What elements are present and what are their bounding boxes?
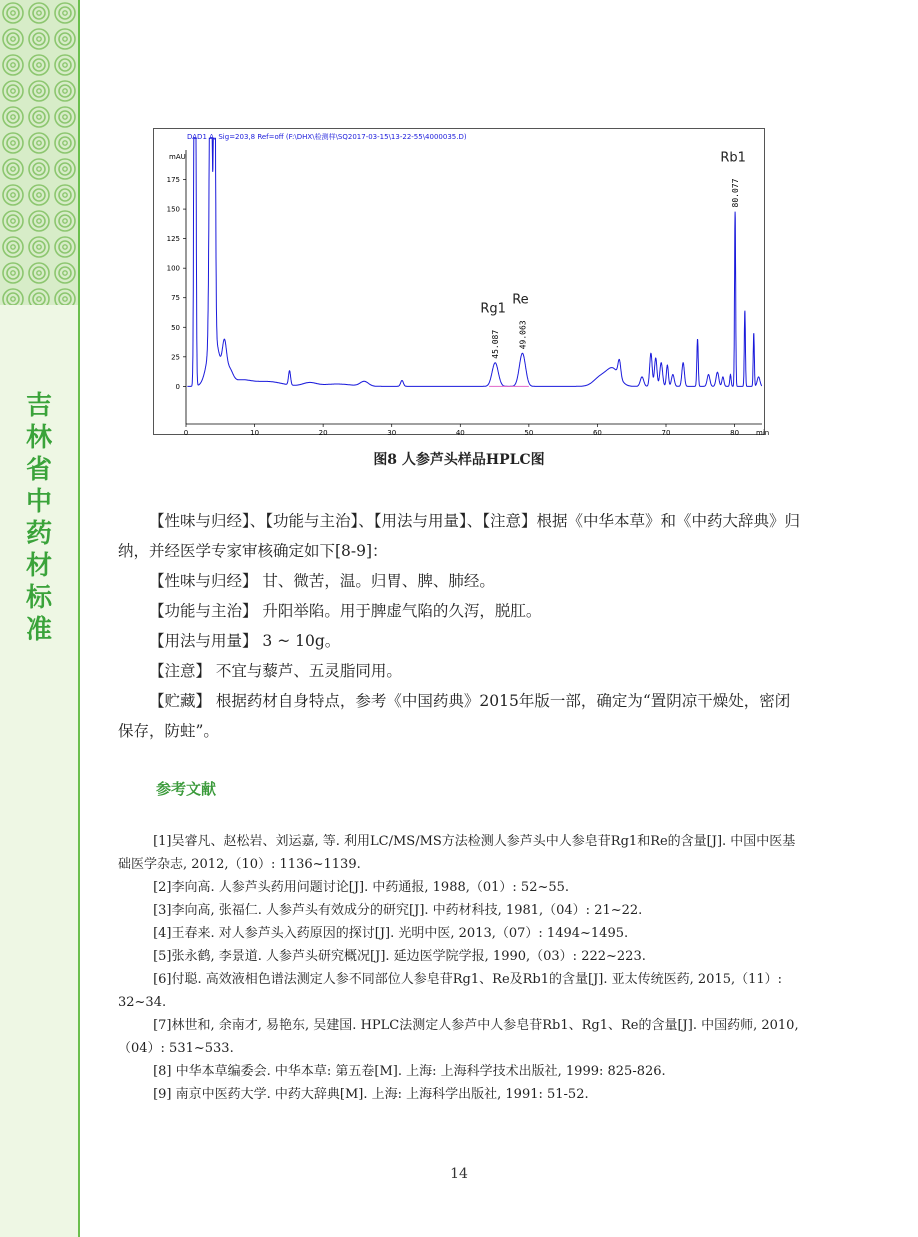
sidebar: [0, 0, 80, 1237]
y-tick-label: 0: [175, 382, 180, 391]
peak-retention-time-label: 45.087: [491, 329, 501, 359]
x-tick-label: 30: [387, 429, 397, 437]
reference-item: [4]王春来. 对人参芦头入药原因的探讨[J]. 光明中医, 2013,（07）: 1494~1495.: [153, 926, 629, 941]
y-tick-label: 25: [171, 353, 180, 362]
sidebar-title-char: 药: [25, 519, 52, 549]
paragraph-intro: 【性味与归经】、【功能与主治】、【用法与用量】、【注意】根据《中华本草》和《中药大辞典》归纳，并经医学专家审核确定如下[8-9]：: [118, 512, 801, 560]
x-tick-label: 0: [183, 429, 189, 437]
y-tick-label: 150: [166, 205, 180, 214]
sidebar-title-char: 材: [25, 551, 52, 581]
references-list: [118, 830, 802, 1106]
x-axis-label: min: [756, 429, 770, 437]
sidebar-title-char: 吉: [25, 391, 52, 421]
sidebar-title-char: 林: [25, 423, 52, 453]
reference-item: [1]吴睿凡、赵松岩、刘运嘉, 等. 利用LC/MS/MS方法检测人参芦头中人参皂苷Rg1和Re的含量[J]. 中国中医基础医学杂志, 2012,（10）: 1136~1139.: [118, 834, 796, 872]
y-tick-label: 100: [166, 264, 180, 273]
sidebar-title-char: 省: [25, 455, 52, 485]
x-tick-label: 40: [455, 429, 465, 437]
reference-item: [3]李向高, 张福仁. 人参芦头有效成分的研究[J]. 中药材科技, 1981,（04）: 21~22.: [153, 903, 643, 918]
paragraph-dosage: 【用法与用量】 3 ~ 10g。: [149, 632, 341, 650]
x-tick-label: 80: [730, 429, 740, 437]
paragraph-function: 【功能与主治】 升阳举陷。用于脾虚气陷的久泻，脱肛。: [149, 602, 542, 620]
peak-retention-time-label: 49.063: [518, 320, 528, 350]
figure-caption: 图8 人参芦头样品HPLC图: [373, 452, 545, 468]
y-tick-label: 75: [171, 294, 180, 303]
paragraph-nature: 【性味与归经】 甘、微苦，温。归胃、脾、肺经。: [149, 572, 495, 590]
reference-item: [5]张永鹤, 李景道. 人参芦头研究概况[J]. 延边医学院学报, 1990,（03）: 222~223.: [153, 949, 646, 964]
x-tick-label: 50: [524, 429, 534, 437]
x-tick-label: 60: [592, 429, 602, 437]
paragraph-caution: 【注意】 不宜与藜芦、五灵脂同用。: [149, 662, 402, 680]
reference-item: [8] 中华本草编委会. 中华本草: 第五卷[M]. 上海: 上海科学技术出版社, 1999: 825-826.: [153, 1064, 666, 1079]
chart-frame: [154, 129, 765, 435]
peak-name-label: Re: [512, 292, 529, 308]
y-tick-label: 175: [166, 176, 180, 185]
sidebar-title-char: 标: [25, 583, 52, 613]
peak-name-label: Rb1: [720, 150, 746, 166]
reference-item: [7]林世和, 余南才, 易艳东, 吴建国. HPLC法测定人参芦中人参皂苷Rb1、Rg1、Re的含量[J]. 中国药师, 2010,（04）: 531~533.: [118, 1018, 799, 1056]
y-tick-label: 50: [171, 323, 180, 332]
references-title: 参考文献: [156, 780, 217, 798]
paragraph-storage: 【贮藏】 根据药材自身特点，参考《中国药典》2015年版一部，确定为“置阴凉干燥处，密闭保存，防蛀”。: [118, 692, 791, 740]
sidebar-title: [0, 390, 78, 646]
reference-item: [9] 南京中医药大学. 中药大辞典[M]. 上海: 上海科学出版社, 1991: 51-52.: [153, 1087, 589, 1102]
decorative-pattern: [0, 0, 78, 305]
y-tick-label: 125: [166, 235, 180, 244]
x-tick-label: 10: [250, 429, 260, 437]
y-axis-label: mAU: [169, 153, 186, 161]
sidebar-title-char: 中: [25, 487, 52, 517]
hplc-chromatogram: [153, 128, 770, 437]
peak-retention-time-label: 80.077: [731, 178, 741, 208]
sidebar-title-char: 准: [25, 615, 52, 645]
cloud-pattern-icon: [0, 0, 78, 305]
x-tick-label: 70: [661, 429, 671, 437]
chart-title: DAD1 A, Sig=203,8 Ref=off (F:\DHX\检测样\SQ2017-03-15\13-22-55\4000035.D): [187, 133, 467, 141]
reference-item: [2]李向高. 人参芦头药用问题讨论[J]. 中药通报, 1988,（01）: 52~55.: [153, 880, 570, 895]
page-number: 14: [450, 1166, 468, 1182]
reference-item: [6]付聪. 高效液相色谱法测定人参不同部位人参皂苷Rg1、Re及Rb1的含量[J]. 亚太传统医药, 2015,（11）: 32~34.: [118, 972, 783, 1010]
peak-name-label: Rg1: [480, 301, 506, 317]
x-tick-label: 20: [318, 429, 328, 437]
paragraph-block: [118, 506, 800, 746]
